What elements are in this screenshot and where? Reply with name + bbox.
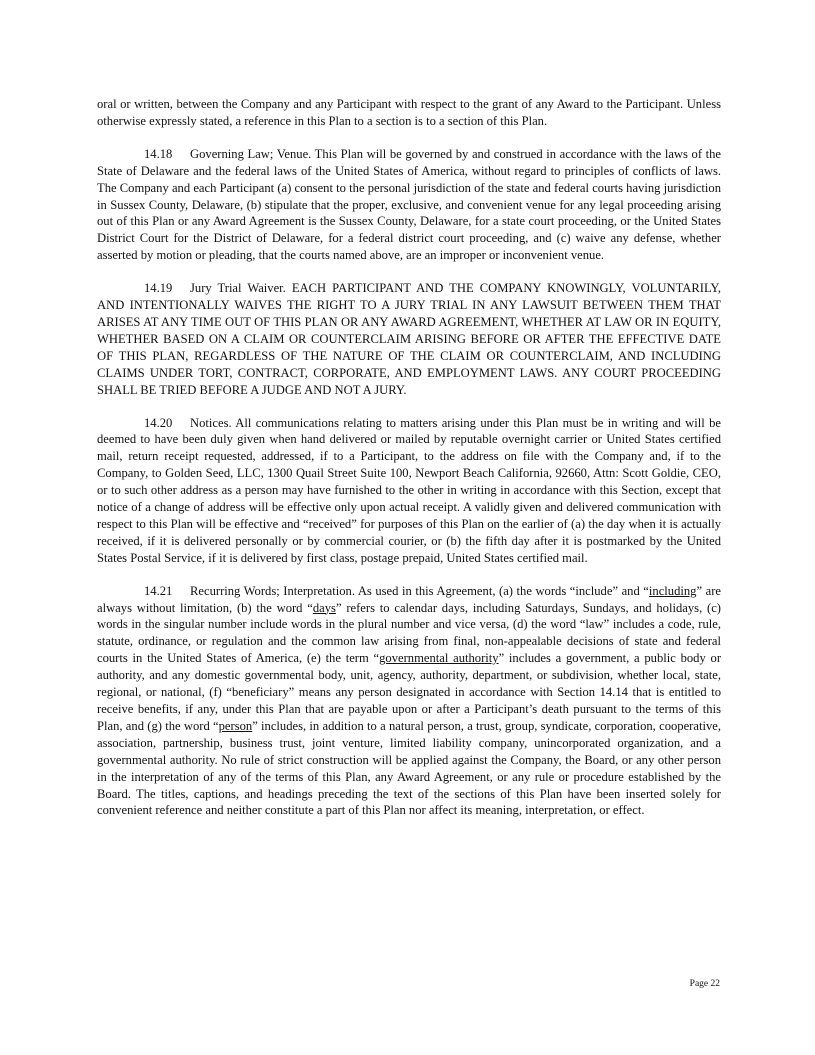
page-number: Page 22	[689, 979, 720, 989]
section-text: Governing Law; Venue. This Plan will be governed by and construed in accordance with the laws of the State of Delaware and the federal laws of the United States of America, without regard to principles of conflicts of laws. The Company and each Participant (a) consent to the personal jurisdiction of the state and federal courts having jurisdiction in Sussex County, Delaware, (b) stipulate that the proper, exclusive, and convenient venue for any legal proceeding arising out of this Plan or any Award Agreement is the Sussex County, Delaware, for a state court proceeding, or the United States District Court for the District of Delaware, for a federal district court proceeding, and (c) waive any defense, whether asserted by motion or pleading, that the courts named above, are an improper or inconvenient venue.	[97, 146, 721, 263]
defined-term-person: person	[218, 718, 253, 733]
section-14-18	[97, 146, 721, 264]
section-number: 14.19	[144, 281, 173, 296]
defined-term-days: days	[312, 600, 336, 615]
section-text-part: Recurring Words; Interpretation. As used in this Agreement, (a) the words “include” and “	[190, 583, 649, 598]
section-text-part: ” are always without limitation, (b) the word “	[97, 583, 721, 615]
section-text: Jury Trial Waiver. EACH PARTICIPANT AND THE COMPANY KNOWINGLY, VOLUNTARILY, AND INTENTIONALLY WAIVES THE RIGHT TO A JURY TRIAL IN ANY LAWSUIT BETWEEN THEM THAT ARISES AT ANY TIME OUT OF THIS PLAN OR ANY AWARD AGREEMENT, WHETHER AT LAW OR IN EQUITY, WHETHER BASED ON A CLAIM OR COUNTERCLAIM ARISING BEFORE OR AFTER THE EFFECTIVE DATE OF THIS PLAN, REGARDLESS OF THE NATURE OF THE CLAIM OR COUNTERCLAIM, AND INCLUDING CLAIMS UNDER TORT, CONTRACT, CORPORATE, AND EMPLOYMENT LAWS. ANY COURT PROCEEDING SHALL BE TRIED BEFORE A JUDGE AND NOT A JURY.	[97, 281, 721, 397]
section-14-19	[97, 280, 721, 398]
section-text-part: ” includes a government, a public body or authority, and any domestic governmental body, unit, agency, authority, department, or subdivision, whether local, state, regional, or national, (f) “beneficiary” means any person designated in accordance with Section 14.14 that is entitled to receive benefits, if any, under this Plan that are payable upon or after a Participant’s death pursuant to the terms of this Plan, and (g) the word “	[97, 651, 722, 733]
section-number: 14.20	[144, 415, 173, 430]
document-body	[97, 96, 721, 835]
section-number: 14.21	[144, 583, 173, 598]
section-14-21	[97, 583, 721, 820]
defined-term-including: including	[648, 583, 697, 598]
section-text: Notices. All communications relating to matters arising under this Plan must be in writing and will be deemed to have been duly given when hand delivered or mailed by reputable overnight carrier or United States certified mail, return receipt requested, addressed, if to a Participant, to the address on file with the Company and, if to the Company, to Golden Seed, LLC, 1300 Quail Street Suite 100, Newport Beach California, 92660, Attn: Scott Goldie, CEO, or to such other address as a person may have furnished to the other in writing in accordance with this Section, except that notice of a change of address will be effective only upon actual receipt. A validly given and delivered communication with respect to this Plan will be effective and “received” for purposes of this Plan on the earlier of (a) the day when it is actually received, if it is delivered personally or by commercial courier, or (b) the fifth day after it is postmarked by the United States Postal Service, if it is delivered by first class, postage prepaid, United States certified mail.	[97, 415, 721, 565]
continuation-paragraph: oral or written, between the Company and any Participant with respect to the grant of any Award to the Participant. Unless otherwise expressly stated, a reference in this Plan to a section is to a section of this Plan.	[97, 97, 721, 128]
section-text-part: ” includes, in addition to a natural person, a trust, group, syndicate, corporation, cooperative, association, partnership, business trust, joint venture, limited liability company, unincorporated organization, and a governmental authority. No rule of strict construction will be applied against the Company, the Board, or any other person in the interpretation of any of the terms of this Plan, any Award Agreement, or any rule or procedure established by the Board. The titles, captions, and headings preceding the text of the sections of this Plan have been inserted solely for convenient reference and neither constitute a part of this Plan nor affect its meaning, interpretation, or effect.	[97, 718, 721, 818]
section-number: 14.18	[144, 146, 173, 161]
section-text-part: ” refers to calendar days, including Saturdays, Sundays, and holidays, (c) words in the singular number include words in the plural number and vice versa, (d) the word “law” includes a code, rule, statute, ordinance, or regulation and the common law arising from final, non-appealable decisions of state and federal courts in the United States of America, (e) the term “	[97, 600, 721, 666]
section-14-20	[97, 415, 721, 567]
defined-term-governmental-authority: governmental authority	[379, 651, 499, 666]
